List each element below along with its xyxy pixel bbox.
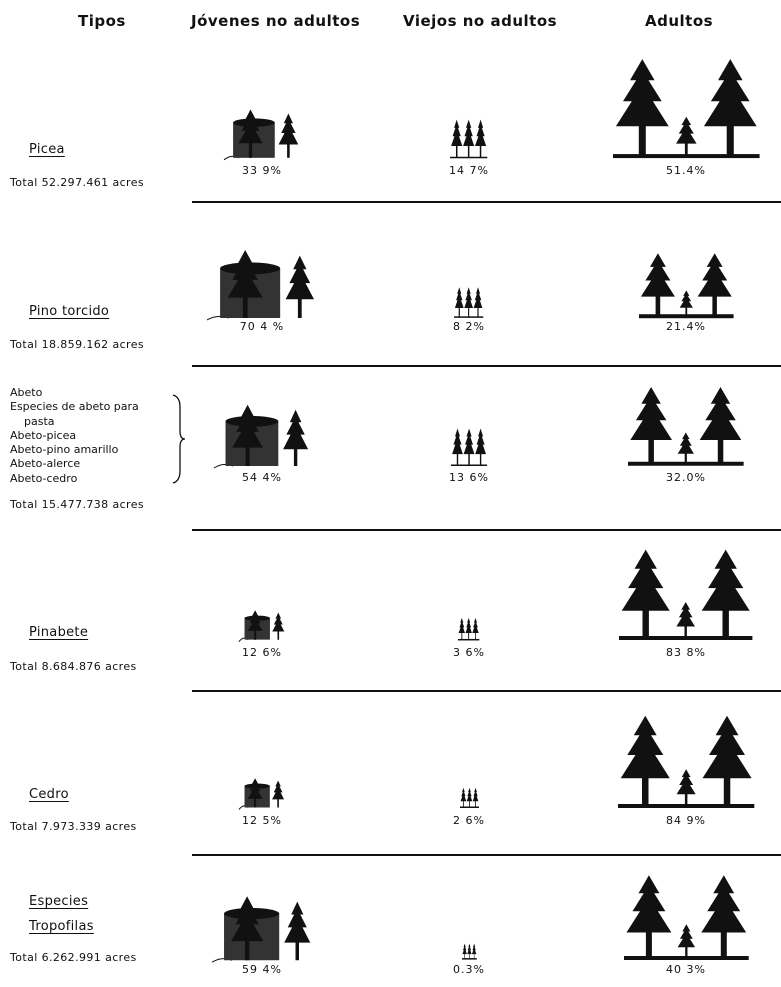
percent-label: 54 4% bbox=[242, 471, 282, 484]
percent-label: 12 6% bbox=[242, 646, 282, 659]
three-pines-icon bbox=[462, 944, 477, 964]
stump-and-sapling-icon bbox=[202, 885, 322, 966]
row-divider bbox=[192, 365, 781, 367]
percent-label: 13 6% bbox=[449, 471, 489, 484]
sublabel: Abeto-pino amarillo bbox=[10, 443, 119, 457]
two-large-pines-icon bbox=[613, 57, 760, 162]
row-label-picea: Picea bbox=[29, 142, 65, 157]
row-divider bbox=[192, 529, 781, 531]
three-pines-icon bbox=[451, 428, 487, 470]
row-label-especies: Especies bbox=[29, 894, 89, 909]
row-label-pinabete: Pinabete bbox=[29, 625, 89, 640]
two-large-pines-icon bbox=[624, 874, 749, 964]
three-pines-icon bbox=[460, 788, 479, 812]
sublabel: pasta bbox=[24, 414, 55, 428]
percent-label: 40 3% bbox=[666, 963, 706, 976]
row-divider bbox=[192, 201, 781, 203]
group-brace bbox=[170, 393, 186, 485]
two-large-pines-icon bbox=[618, 714, 754, 812]
sublabel: Abeto-picea bbox=[10, 428, 77, 442]
sublabel: Abeto-cedro bbox=[10, 471, 78, 485]
percent-label: 3 6% bbox=[453, 646, 485, 659]
row-total-abeto: Total 15.477.738 acres bbox=[10, 498, 145, 511]
sublabel: Abeto bbox=[10, 386, 43, 399]
row-total-pino-torcido: Total 18.859.162 acres bbox=[10, 338, 145, 351]
percent-label: 14 7% bbox=[449, 164, 489, 177]
two-large-pines-icon bbox=[619, 548, 752, 644]
percent-label: 59 4% bbox=[242, 963, 282, 976]
stump-and-sapling-icon bbox=[197, 238, 326, 324]
stump-and-sapling-icon bbox=[229, 773, 295, 814]
percent-label: 0.3% bbox=[453, 963, 485, 976]
row-total-cedro: Total 7.973.339 acres bbox=[10, 820, 137, 833]
row-sublabels-abeto bbox=[10, 386, 139, 486]
header-types: Tipos bbox=[78, 12, 126, 30]
three-pines-icon bbox=[450, 119, 487, 162]
two-large-pines-icon bbox=[628, 386, 744, 470]
percent-label: 12 5% bbox=[242, 814, 282, 827]
three-pines-icon bbox=[454, 287, 483, 322]
three-pines-icon bbox=[458, 618, 479, 644]
header-young: Jóvenes no adultos bbox=[191, 12, 361, 30]
row-total-picea: Total 52.297.461 acres bbox=[10, 176, 145, 189]
sublabel: Especies de abeto para bbox=[10, 400, 139, 414]
row-label-pino-torcido: Pino torcido bbox=[29, 304, 110, 319]
stump-and-sapling-icon bbox=[204, 394, 320, 472]
row-label-tropofilas: Tropofilas bbox=[29, 919, 94, 934]
header-adults: Adultos bbox=[645, 12, 714, 30]
percent-label: 84 9% bbox=[666, 814, 706, 827]
header-old: Viejos no adultos bbox=[403, 12, 558, 30]
percent-label: 51.4% bbox=[666, 164, 706, 177]
two-large-pines-icon bbox=[639, 253, 734, 322]
row-total-tropofilas: Total 6.262.991 acres bbox=[10, 951, 137, 964]
percent-label: 2 6% bbox=[453, 814, 485, 827]
percent-label: 21.4% bbox=[666, 320, 706, 333]
percent-label: 70 4 % bbox=[239, 320, 285, 333]
percent-label: 83 8% bbox=[666, 646, 706, 659]
sublabel: Abeto-alerce bbox=[10, 457, 81, 471]
percent-label: 32.0% bbox=[666, 471, 706, 484]
row-divider bbox=[192, 854, 781, 856]
row-total-pinabete: Total 8.684.876 acres bbox=[10, 660, 137, 673]
percent-label: 8 2% bbox=[453, 320, 485, 333]
row-label-cedro: Cedro bbox=[29, 787, 69, 802]
row-divider bbox=[192, 690, 781, 692]
percent-label: 33 9% bbox=[242, 164, 282, 177]
stump-and-sapling-icon bbox=[229, 605, 295, 646]
stump-and-sapling-icon bbox=[214, 101, 310, 164]
